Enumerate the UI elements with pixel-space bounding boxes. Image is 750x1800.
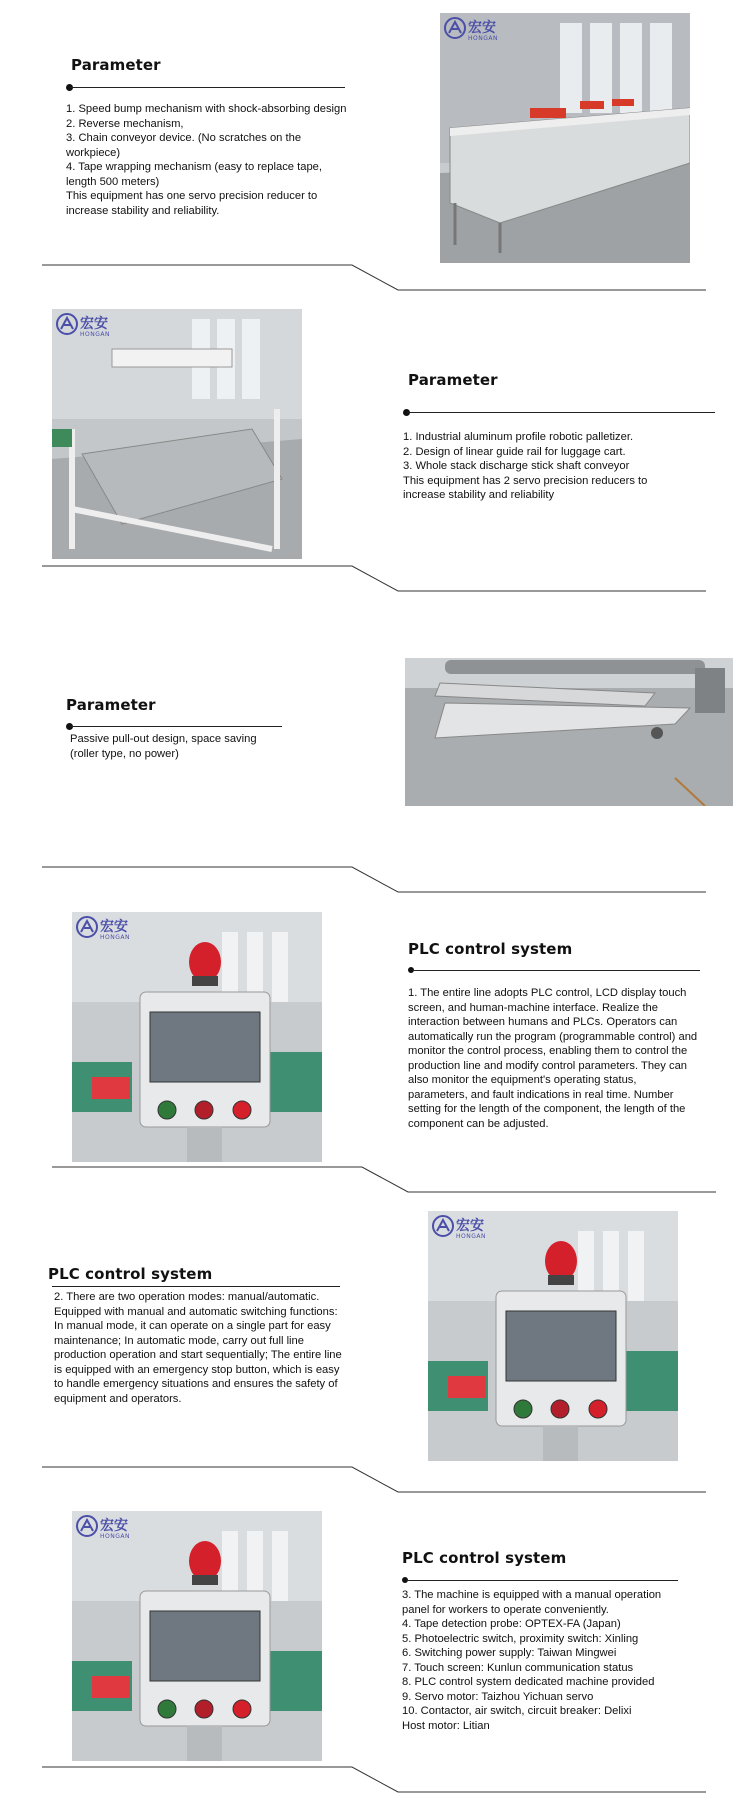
section-body [403, 430, 683, 503]
section-body [54, 1290, 344, 1406]
section-heading: PLC control system [48, 1265, 213, 1283]
logo-subtext: HONGAN [100, 1533, 130, 1540]
list-item: 1. The entire line adopts PLC control, LCD display touch screen, and human-machine interface. Realize the interaction between humans and PLCs. Operators can automatically run the program (programmable control) and monitor the control process, enabling them to control the production line and modify control parameters. They can also monitor the equipment's operating status, parameters, and fault indications in real time. Number setting for the length of the component, the length of the component can be adjusted. [408, 987, 698, 1130]
logo-subtext: HONGAN [100, 934, 130, 941]
heading-rule [70, 87, 345, 88]
list-item: 3. Chain conveyor device. (No scratches on the workpiece) [66, 132, 302, 159]
section-heading: Parameter [66, 696, 156, 714]
list-item: 4. Tape detection probe: OPTEX-FA (Japan) [402, 1618, 621, 1630]
list-item: 1. Speed bump mechanism with shock-absorbing design [66, 103, 347, 115]
list-item: 2. Design of linear guide rail for luggage cart. [403, 445, 626, 458]
section-divider [0, 262, 750, 292]
logo-text: 宏安 [100, 919, 128, 935]
machine-photo-pullout-rack [405, 658, 733, 806]
list-item: Host motor: Litian [402, 1719, 490, 1732]
list-item: 5. Photoelectric switch, proximity switch: Xinling [402, 1632, 639, 1645]
brand-logo [76, 1515, 130, 1540]
brand-logo [76, 916, 130, 941]
list-item: This equipment has one servo precision reducer to increase stability and reliability. [66, 190, 318, 217]
logo-mark-icon [56, 313, 78, 335]
logo-mark-icon [444, 17, 466, 39]
machine-photo-palletizer [52, 309, 302, 559]
logo-text: 宏安 [456, 1218, 484, 1234]
logo-subtext: HONGAN [456, 1233, 486, 1240]
section-divider [0, 1464, 750, 1494]
section-divider [0, 1164, 750, 1194]
section-heading: Parameter [71, 56, 161, 74]
list-item: 2. There are two operation modes: manual/automatic. Equipped with manual and automatic switching functions: In manual mode, it can operate on a single part for easy maintenance; In automatic mode, carry out full line production operation and start sequentially; The entire line is equipped with an emergency stop button, which is easy to handle emergency situations and ensures the safety of equipment and operators. [54, 1291, 342, 1405]
brand-logo [444, 17, 498, 42]
logo-subtext: HONGAN [468, 35, 498, 42]
section-body [66, 102, 351, 218]
section-heading: PLC control system [408, 940, 573, 958]
brand-logo [56, 313, 110, 338]
list-item: 3. Whole stack discharge stick shaft conveyor [403, 460, 630, 472]
section-body [402, 1588, 687, 1733]
list-item: 8. PLC control system dedicated machine provided [402, 1676, 655, 1688]
plc-panel-photo [428, 1211, 678, 1461]
list-item: 7. Touch screen: Kunlun communication status [402, 1661, 634, 1674]
brand-logo [432, 1215, 486, 1240]
plc-panel-photo [72, 1511, 322, 1761]
section-heading: Parameter [408, 371, 498, 389]
list-item: 1. Industrial aluminum profile robotic palletizer. [403, 431, 634, 443]
list-item: 10. Contactor, air switch, circuit breaker: Delixi [402, 1705, 632, 1717]
section-body [408, 986, 698, 1131]
list-item: 2. Reverse mechanism, [66, 117, 184, 130]
logo-text: 宏安 [468, 20, 496, 36]
section-divider [0, 864, 750, 894]
section-heading: PLC control system [402, 1549, 567, 1567]
logo-mark-icon [76, 916, 98, 938]
section-body [70, 732, 285, 761]
heading-rule [52, 1286, 340, 1287]
list-item: Passive pull-out design, space saving (roller type, no power) [70, 733, 257, 760]
logo-text: 宏安 [80, 316, 108, 332]
plc-panel-photo [72, 912, 322, 1162]
list-item: 3. The machine is equipped with a manual operation panel for workers to operate conveniently. [402, 1589, 662, 1616]
list-item: 9. Servo motor: Taizhou Yichuan servo [402, 1690, 594, 1703]
list-item: 6. Switching power supply: Taiwan Mingwei [402, 1647, 617, 1659]
logo-text: 宏安 [100, 1518, 128, 1534]
list-item: 4. Tape wrapping mechanism (easy to replace tape, length 500 meters) [66, 161, 323, 188]
machine-photo-conveyor [440, 13, 690, 263]
list-item: This equipment has 2 servo precision reducers to increase stability and reliability [403, 474, 648, 501]
heading-rule [406, 1580, 678, 1581]
section-divider [0, 563, 750, 593]
heading-rule [412, 970, 700, 971]
logo-mark-icon [76, 1515, 98, 1537]
heading-rule [407, 412, 715, 413]
logo-mark-icon [432, 1215, 454, 1237]
section-divider [0, 1764, 750, 1794]
logo-subtext: HONGAN [80, 331, 110, 338]
heading-rule [70, 726, 282, 727]
